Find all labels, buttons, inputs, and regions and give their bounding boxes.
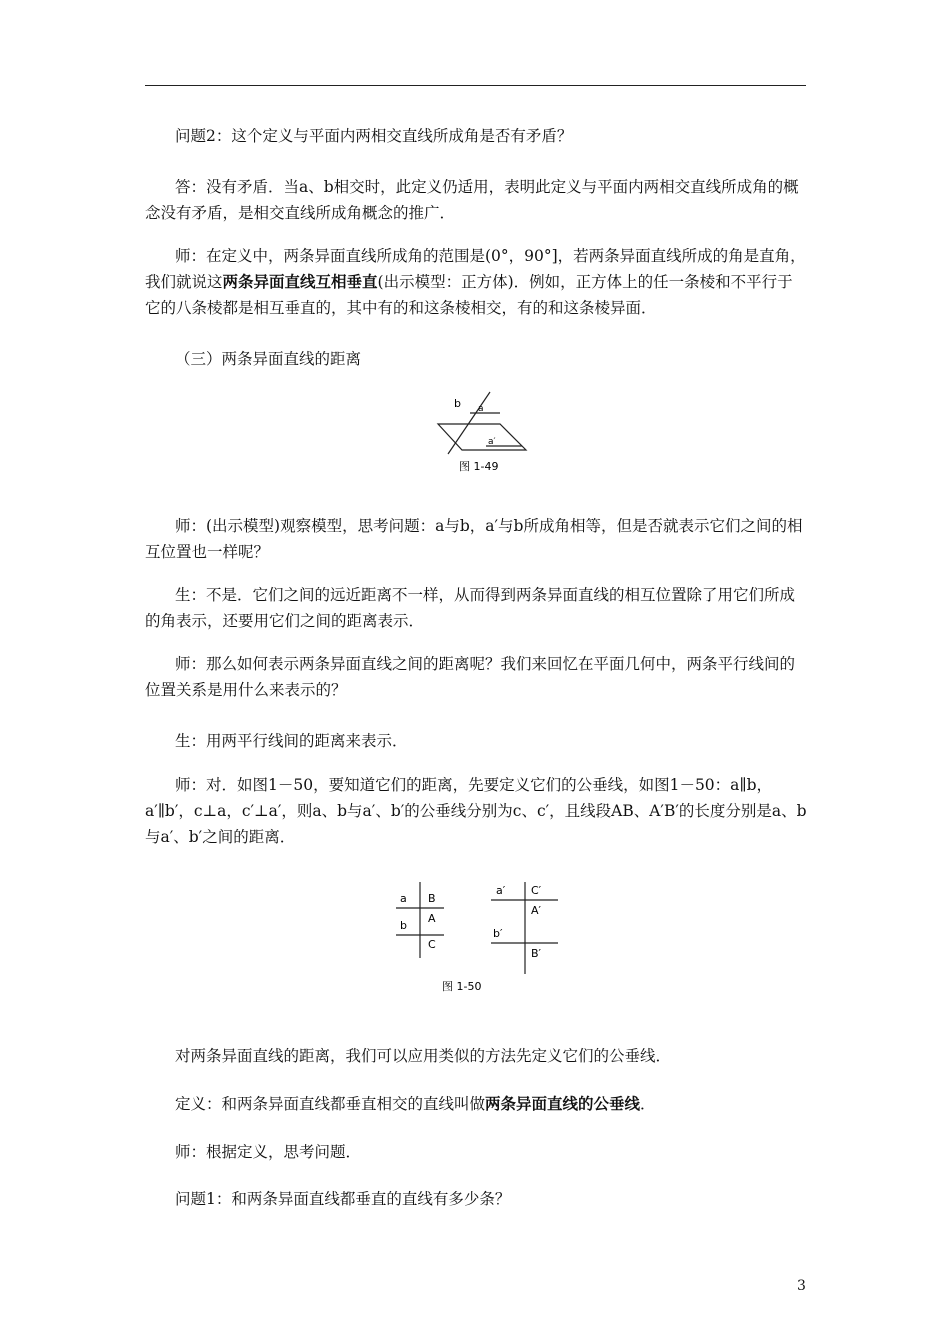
figure-1-50 <box>394 878 564 998</box>
question-1: 问题1：和两条异面直线都垂直的直线有多少条？ <box>175 1190 511 1208</box>
label-C: C <box>428 938 436 951</box>
caption-fig-1-49: 图 1-49 <box>459 460 499 473</box>
teacher-paragraph-4: 师：对．如图1－50，要知道它们的距离，先要定义它们的公垂线，如图1－50：a∥b，a′∥b′，c⊥a，c′⊥a′，则a、b与a′、b′的公垂线分别为c、c′，且线段AB、A′B′的长度分别是a、b与a′、b′之间的距离． <box>145 776 807 846</box>
bold-term-common-perpendicular: 两条异面直线的公垂线 <box>485 1094 641 1113</box>
bold-term-perpendicular: 两条异面直线互相垂直 <box>222 272 378 291</box>
label-a: a <box>400 892 407 905</box>
student-paragraph-2: 生：用两平行线间的距离来表示． <box>175 732 408 750</box>
teacher-paragraph-1 <box>145 243 807 321</box>
label-a-prime: a′ <box>488 437 496 447</box>
definition-paragraph <box>145 1091 807 1117</box>
figure-1-49 <box>430 388 530 478</box>
label-B-prime: B′ <box>531 947 542 960</box>
teacher-paragraph-2: 师：(出示模型)观察模型，思考问题：a与b，a′与b所成角相等，但是否就表示它们之间的相互位置也一样呢？ <box>145 517 803 561</box>
label-a: a <box>478 404 484 414</box>
teacher-paragraph-5: 师：根据定义，思考问题． <box>175 1143 362 1161</box>
text-run: ． <box>640 1095 656 1113</box>
text-run: (出示模型：正方体)．例如，正方体上的任一条棱和不平行于它的八条棱都是相互垂直的，其中有的和这条棱相交，有的和这条棱异面． <box>145 273 793 317</box>
caption-fig-1-50: 图 1-50 <box>442 980 482 993</box>
page-number: 3 <box>797 1278 806 1294</box>
right-diagram <box>491 882 558 974</box>
section-heading: （三）两条异面直线的距离 <box>175 350 362 368</box>
label-b: b <box>400 919 407 932</box>
question-2: 问题2：这个定义与平面内两相交直线所成角是否有矛盾？ <box>175 127 573 145</box>
label-b-prime: b′ <box>493 927 503 940</box>
left-diagram <box>396 882 444 958</box>
label-B: B <box>428 892 436 905</box>
text-run: 师：在定义中，两条异面直线所成角的范围是(0°，90°]，若两条异面直线所成的角是直角，我们就说这 <box>145 247 806 291</box>
label-A: A <box>428 912 436 925</box>
label-A-prime: A′ <box>531 904 542 917</box>
label-b: b <box>454 397 461 410</box>
header-rule <box>145 85 806 86</box>
student-paragraph-1: 生：不是．它们之间的远近距离不一样，从而得到两条异面直线的相互位置除了用它们所成的角表示，还要用它们之间的距离表示． <box>145 586 796 630</box>
label-C-prime: C′ <box>531 884 542 897</box>
teacher-paragraph-3: 师：那么如何表示两条异面直线之间的距离呢？我们来回忆在平面几何中，两条平行线间的位置关系是用什么来表示的？ <box>145 655 796 699</box>
text-run: 定义：和两条异面直线都垂直相交的直线叫做 <box>175 1095 486 1113</box>
paragraph-common-perpendicular-intro: 对两条异面直线的距离，我们可以应用类似的方法先定义它们的公垂线． <box>175 1047 672 1065</box>
label-a-prime: a′ <box>496 884 506 897</box>
answer-paragraph: 答：没有矛盾．当a、b相交时，此定义仍适用，表明此定义与平面内两相交直线所成角的概念没有矛盾，是相交直线所成角概念的推广． <box>145 178 799 222</box>
